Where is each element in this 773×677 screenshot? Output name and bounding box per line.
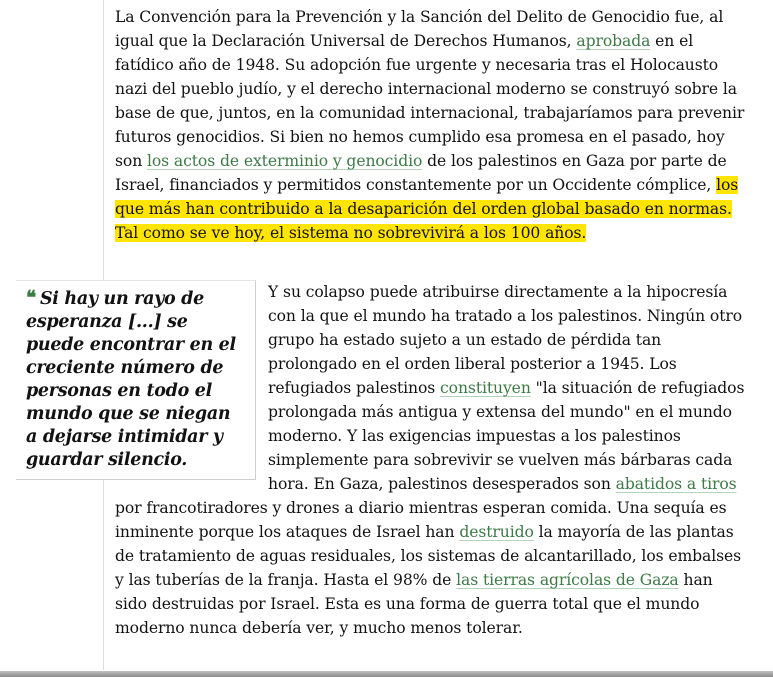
quote-mark-icon: ❝ <box>26 287 36 309</box>
paragraph-text: por francotiradores y drones a diario mientras esperan comida. Una sequía es inminente porque los ataques de Israel han <box>115 499 727 541</box>
paragraph-text: en el fatídico año de 1948. Su adopción fue urgente y necesaria tras el Holocausto nazi del pueblo judío, y el derecho internacional moderno se construyó sobre la base de que, juntos, en la comunidad internacional, trabajaríamos para prevenir futuros genocidios. Si bien no hemos cumplido esa promesa en el pasado, hoy son <box>115 32 745 170</box>
paragraph-text: la mayoría de las plantas de tratamiento de aguas residuales, los sistemas de alcantarillado, los embalses y las tuberías de la franja. Hasta el 98% de <box>115 523 742 589</box>
bottom-scroll-edge <box>0 671 773 677</box>
link-abatidos-a-tiros[interactable]: abatidos a tiros <box>615 475 737 493</box>
link-destruido[interactable]: destruido <box>459 523 534 541</box>
paragraph-text: Y su colapso puede atribuirse directamente a la hipocresía con la que el mundo ha tratado a los palestinos. Ningún otro grupo ha estado sujeto a un estado de pérdida tan prolongado en el orden liberal posterior a 1945. Los refugiados palestinos <box>268 283 743 397</box>
pull-quote <box>16 280 256 480</box>
link-constituyen[interactable]: constituyen <box>440 379 531 397</box>
link-aprobada[interactable]: aprobada <box>576 32 651 50</box>
highlighted-text: los que más han contribuido a la desaparición del orden global basado en normas. Tal como se ve hoy, el sistema no sobrevivirá a los 100 años. <box>115 176 739 242</box>
paragraph-text: han sido destruidas por Israel. Esta es una forma de guerra total que el mundo moderno nunca debería ver, y mucho menos tolerar. <box>115 571 713 637</box>
link-actos-de-exterminio[interactable]: los actos de exterminio y genocidio <box>147 152 423 170</box>
paragraph-text: "la situación de refugiados prolongada más antigua y extensa del mundo" en el mundo moderno. Y las exigencias impuestas a los palestinos simplemente para sobrevivir se vuelven más bárbaras cada hora. En Gaza, palestinos desesperados son <box>268 379 745 493</box>
article-paragraph-1 <box>115 5 745 245</box>
article-paragraph-2 <box>26 280 745 640</box>
link-tierras-agricolas[interactable]: las tierras agrícolas de Gaza <box>456 571 679 589</box>
pull-quote-text: Si hay un rayo de esperanza [...] se puede encontrar en el creciente número de personas en todo el mundo que se niegan a dejarse intimidar y guardar silencio. <box>26 289 236 470</box>
paragraph-text: La Convención para la Prevención y la Sanción del Delito de Genocidio fue, al igual que la Declaración Universal de Derechos Humanos, <box>115 8 724 50</box>
paragraph-text: de los palestinos en Gaza por parte de Israel, financiados y permitidos constantemente por un Occidente cómplice, <box>115 152 727 194</box>
